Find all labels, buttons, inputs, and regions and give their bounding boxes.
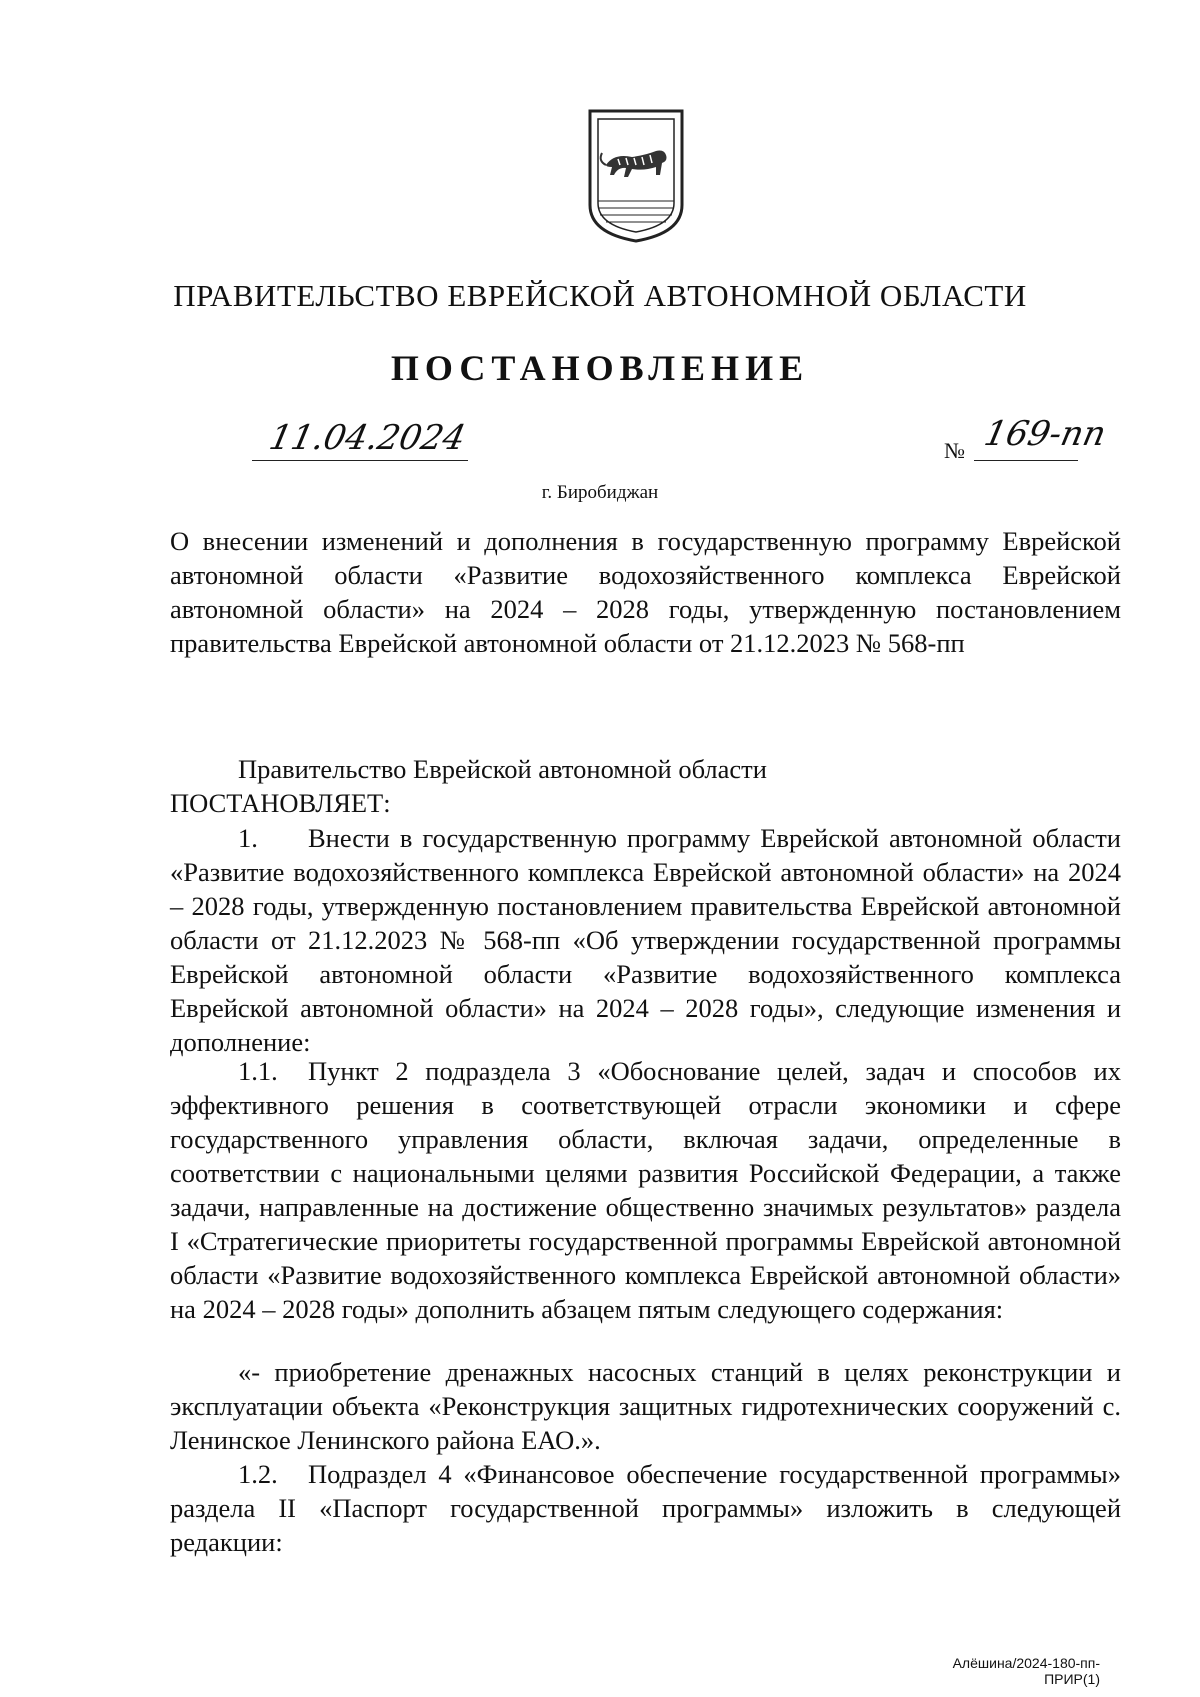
date-underline	[252, 460, 468, 461]
document-date: 11.04.2024	[265, 418, 469, 458]
document-subject: О внесении изменений и дополнения в государственную программу Еврейской автономной области «Развитие водохозяйственного комплекса Еврейской автономной области» на 2024 – 2028 годы, утвержденную постановлением правительства Еврейской автономной области от 21.12.2023 № 568-пп	[170, 526, 1121, 658]
city-label: г. Биробиджан	[541, 482, 659, 503]
paragraph-label: 1.	[238, 823, 258, 853]
paragraph-text: Пункт 2 подраздела 3 «Обоснование целей, задач и способов их эффективного решения в соответствующей отрасли экономики и сфере государственного управления области, включая задачи, определенные в соответствии с национальными целями развития Российской Федерации, а также задачи, направленные на достижение общественно значимых результатов» раздела I «Стратегические приоритеты государственной программы Еврейской автономной области «Развитие водохозяйственного комплекса Еврейской автономной области» на 2024 – 2028 годы» дополнить абзацем пятым следующего содержания:	[170, 1056, 1121, 1324]
footer-code: Алёшина/2024-180-пп-ПРИР(1)	[952, 1655, 1100, 1687]
paragraph-text: «- приобретение дренажных насосных станций в целях реконструкции и эксплуатации объекта «Реконструкция защитных гидротехнических сооружений с. Ленинское Ленинского района ЕАО.».	[170, 1357, 1121, 1455]
coat-of-arms-emblem	[584, 105, 688, 245]
preamble	[170, 752, 1121, 820]
paragraph-1	[170, 821, 1121, 1059]
preamble-line-2: ПОСТАНОВЛЯЕТ:	[170, 788, 391, 818]
number-sign: №	[944, 438, 965, 463]
paragraph-1-2	[170, 1457, 1121, 1559]
paragraph-1-1	[170, 1054, 1121, 1326]
paragraph-label: 1.1.	[238, 1056, 278, 1086]
paragraph-text: Подраздел 4 «Финансовое обеспечение государственной программы» раздела II «Паспорт государственной программы» изложить в следующей редакции:	[170, 1459, 1121, 1557]
number-underline	[974, 460, 1078, 461]
organization-title: ПРАВИТЕЛЬСТВО ЕВРЕЙСКОЙ АВТОНОМНОЙ ОБЛАСТИ	[173, 278, 1027, 313]
paragraph-quote	[170, 1355, 1121, 1457]
document-type-title: ПОСТАНОВЛЕНИЕ	[390, 348, 810, 388]
document-number: 169-пп	[980, 414, 1110, 454]
preamble-line-1: Правительство Еврейской автономной области	[238, 754, 767, 784]
paragraph-text: Внести в государственную программу Еврейской автономной области «Развитие водохозяйственного комплекса Еврейской автономной области» на 2024 – 2028 годы, утвержденную постановлением правительства Еврейской автономной области от 21.12.2023 № 568-пп «Об утверждении государственной программы Еврейской автономной области «Развитие водохозяйственного комплекса Еврейской автономной области» на 2024 – 2028 годы», следующие изменения и дополнение:	[170, 823, 1121, 1057]
paragraph-label: 1.2.	[238, 1459, 278, 1489]
